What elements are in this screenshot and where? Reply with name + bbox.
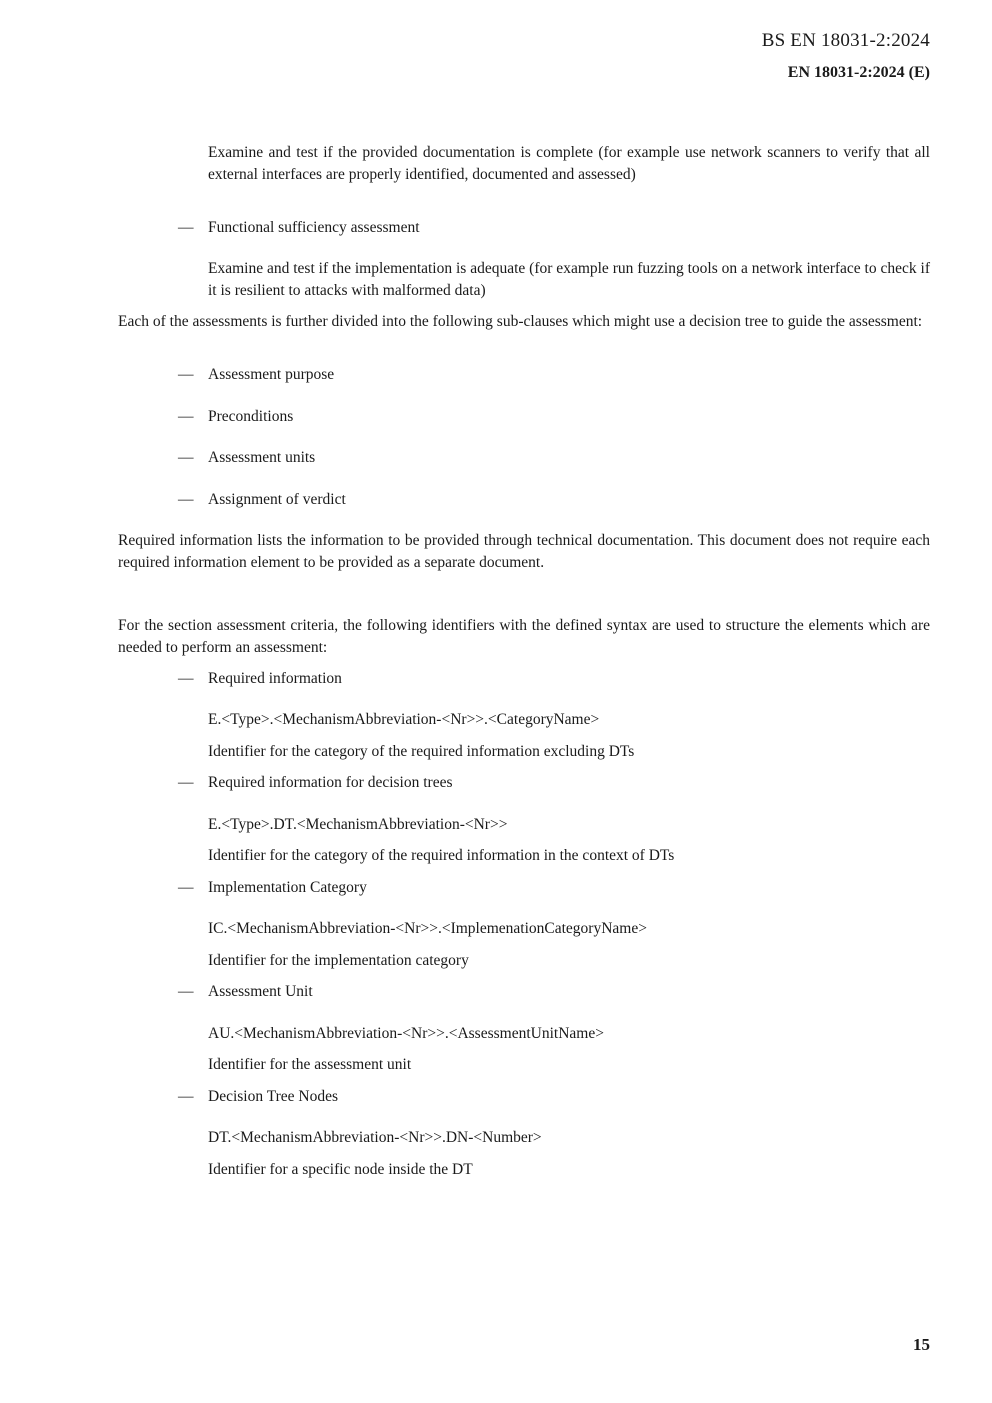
- subclause-item: Assessment units: [208, 449, 316, 466]
- identifier-label: Decision Tree Nodes: [208, 1088, 339, 1105]
- bullet-dash: —: [178, 491, 194, 508]
- edition-id-header: EN 18031-2:2024 (E): [787, 64, 930, 81]
- subclauses-intro: Each of the assessments is further divided into the following sub-clauses which might use a decision tree to guide the assessment:: [118, 313, 923, 330]
- identifier-syntax: E.<Type>.<MechanismAbbreviation-<Nr>>.<CategoryName>: [208, 711, 600, 728]
- bullet-dash: —: [178, 449, 194, 466]
- identifier-label: Required information: [208, 670, 342, 687]
- bullet-dash: —: [178, 366, 194, 383]
- bullet-dash: —: [178, 983, 194, 1000]
- bullet-dash: —: [178, 219, 194, 236]
- subclause-item: Assessment purpose: [208, 366, 335, 383]
- bullet-dash: —: [178, 774, 194, 791]
- identifier-syntax: DT.<MechanismAbbreviation-<Nr>>.DN-<Number>: [208, 1129, 542, 1146]
- identifier-description: Identifier for the implementation category: [208, 952, 469, 969]
- identifier-label: Required information for decision trees: [208, 774, 453, 791]
- bullet-dash: —: [178, 1088, 194, 1105]
- identifier-description: Identifier for the assessment unit: [208, 1056, 412, 1073]
- subclause-item: Preconditions: [208, 408, 294, 425]
- identifier-syntax: IC.<MechanismAbbreviation-<Nr>>.<ImplemenationCategoryName>: [208, 920, 647, 937]
- identifiers-intro: For the section assessment criteria, the following identifiers with the defined syntax are used to structure the elements which are needed to perform an assessment:: [118, 617, 930, 656]
- identifier-description: Identifier for the category of the required information excluding DTs: [208, 743, 635, 760]
- standard-id-header: BS EN 18031-2:2024: [761, 30, 930, 51]
- page-number: 15: [913, 1335, 930, 1354]
- identifier-label: Assessment Unit: [208, 983, 313, 1000]
- identifier-label: Implementation Category: [208, 879, 367, 896]
- bullet-dash: —: [178, 670, 194, 687]
- identifier-description: Identifier for a specific node inside the DT: [208, 1161, 473, 1178]
- completeness-description: Examine and test if the provided documentation is complete (for example use network scanners to verify that all external interfaces are properly identified, documented and assessed): [208, 144, 930, 183]
- required-information-paragraph: Required information lists the information to be provided through technical documentation. This document does not require each required information element to be provided as a separate document.: [118, 532, 930, 571]
- subclause-item: Assignment of verdict: [208, 491, 346, 508]
- identifier-description: Identifier for the category of the required information in the context of DTs: [208, 847, 675, 864]
- bullet-dash: —: [178, 408, 194, 425]
- bullet-dash: —: [178, 879, 194, 896]
- functional-sufficiency-bullet: Functional sufficiency assessment: [208, 219, 420, 236]
- identifier-syntax: AU.<MechanismAbbreviation-<Nr>>.<AssessmentUnitName>: [208, 1025, 604, 1042]
- identifier-syntax: E.<Type>.DT.<MechanismAbbreviation-<Nr>>: [208, 816, 508, 833]
- functional-description: Examine and test if the implementation is adequate (for example run fuzzing tools on a network interface to check if it is resilient to attacks with malformed data): [208, 260, 930, 299]
